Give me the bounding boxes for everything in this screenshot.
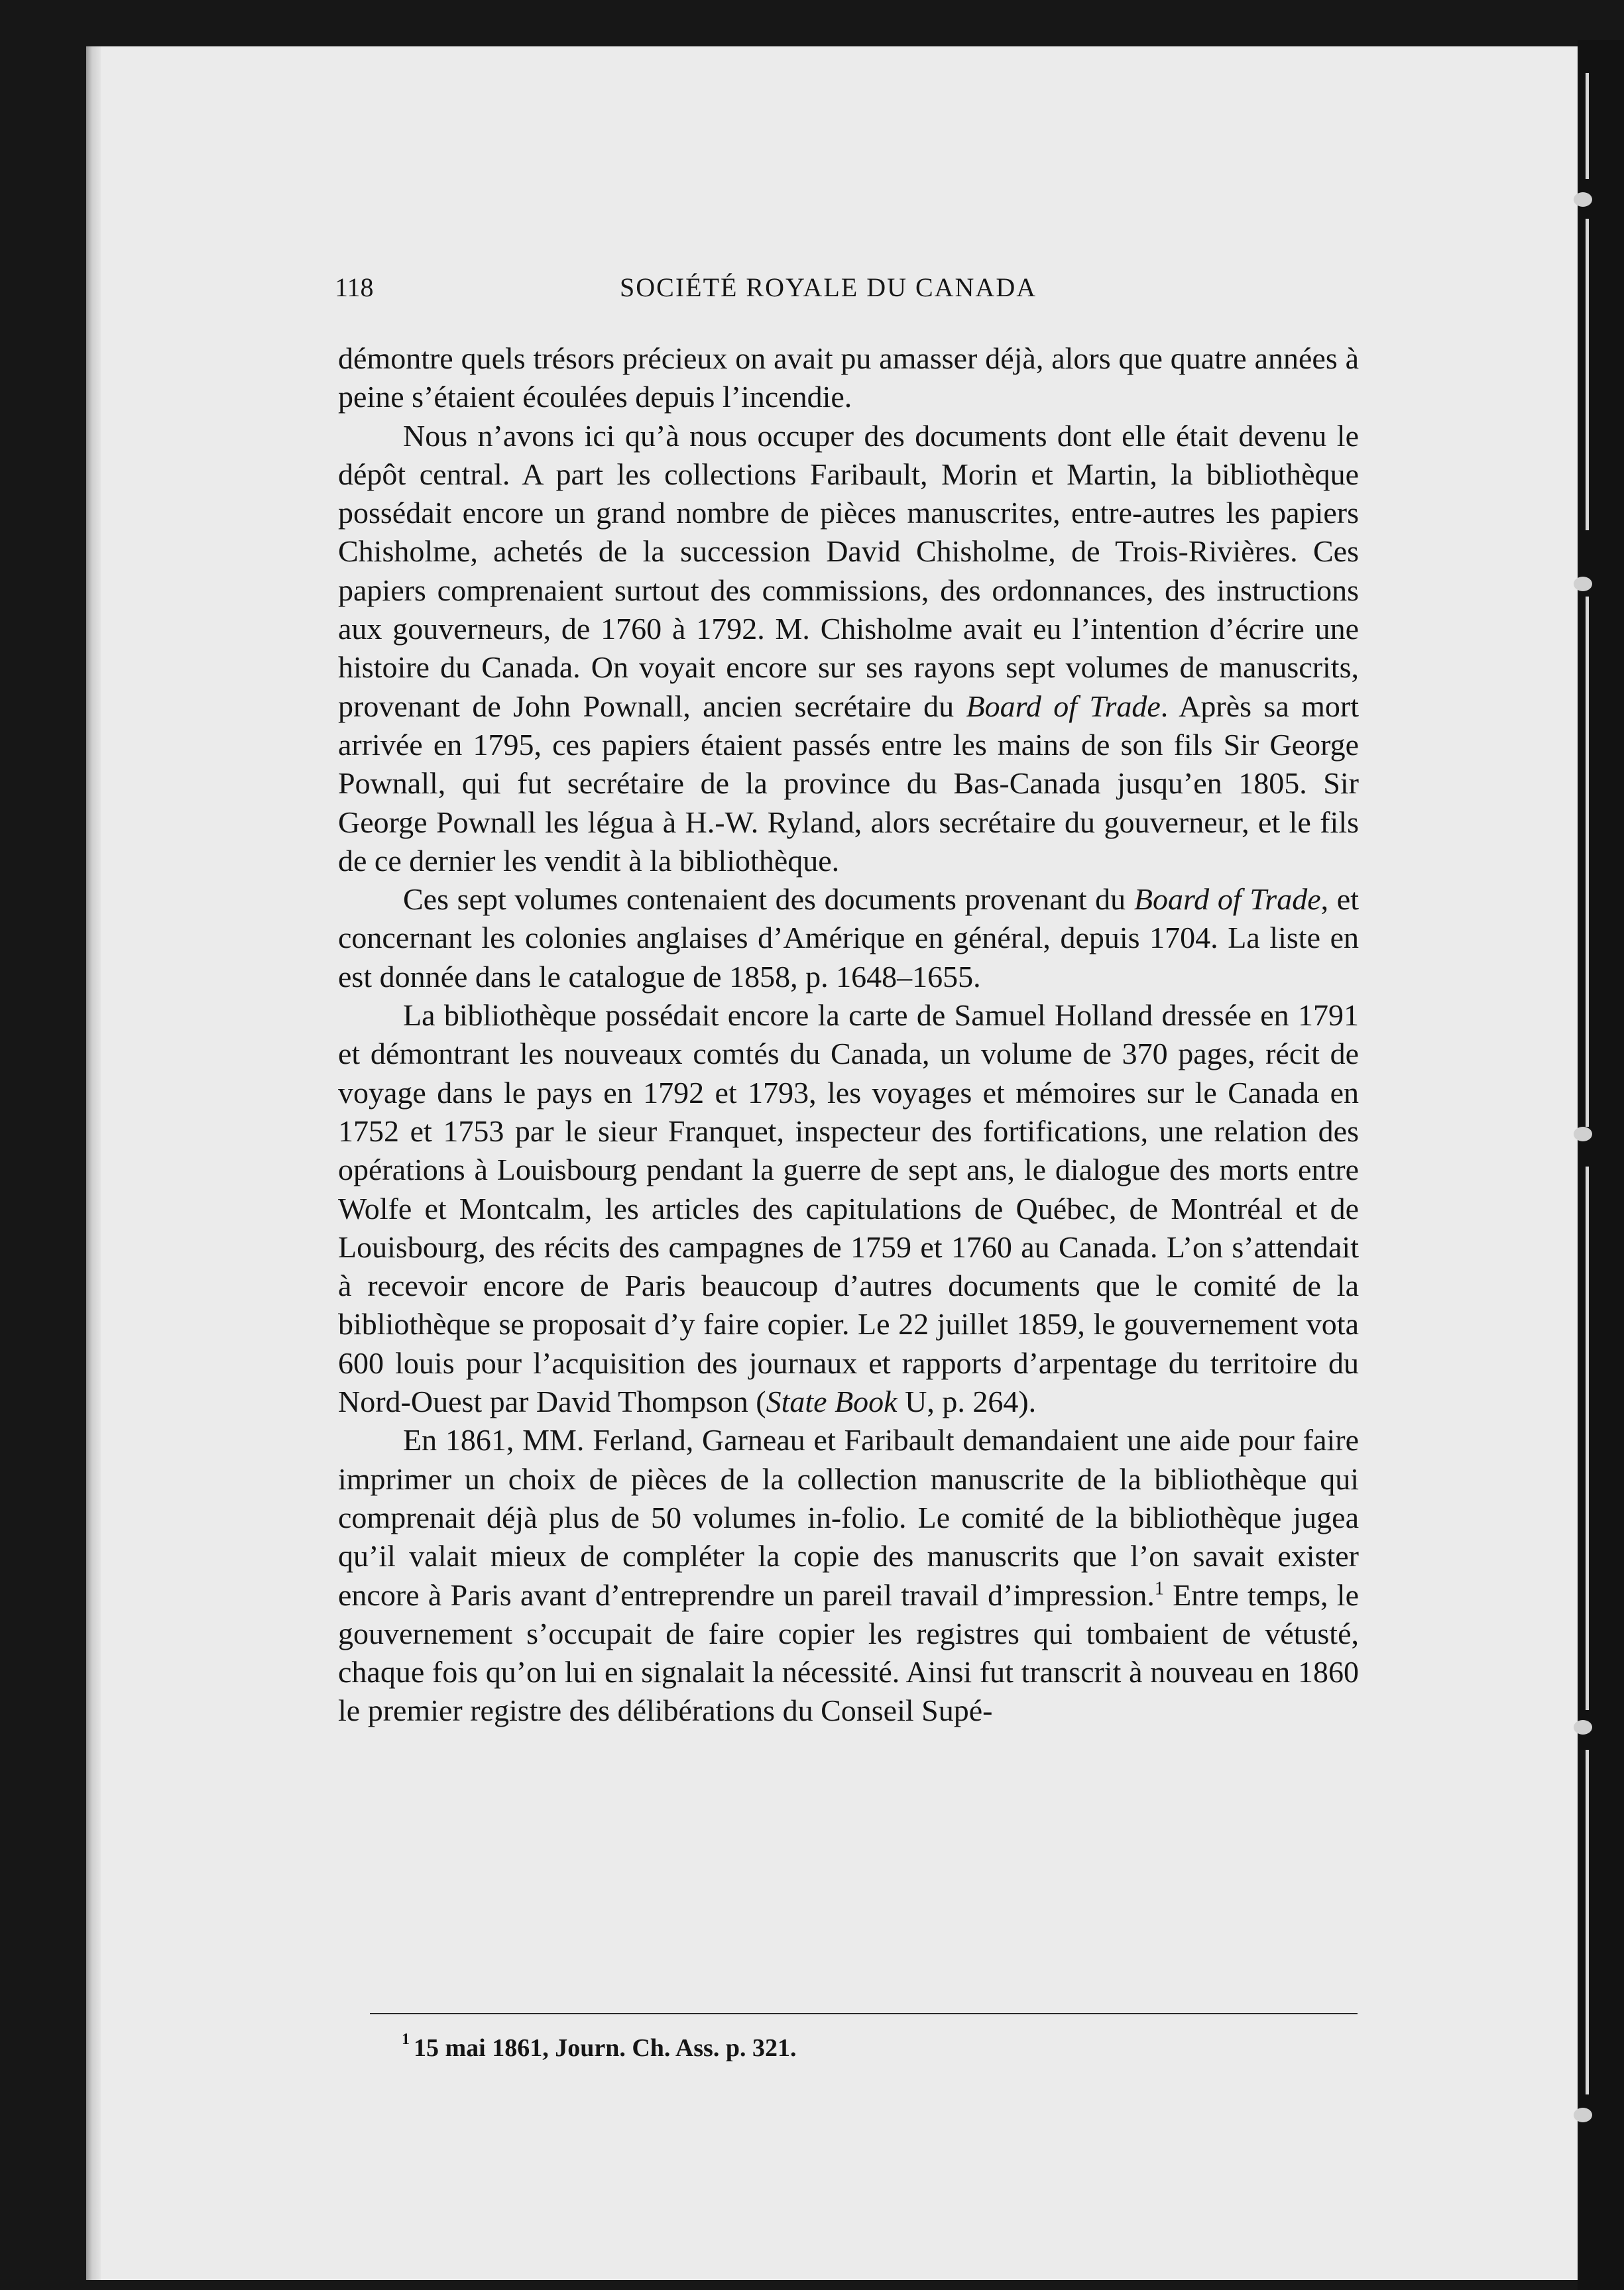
scan-artifact [1574,192,1592,207]
paragraph: La bibliothèque possédait encore la carte de Samuel Holland dressée en 1791 et démontrant les nouveaux comtés du Canada, un volume de 370 pages, récit de voyage dans le pays en 1792 et 1793, les voyages et mémoires sur le Canada en 1752 et 1753 par le sieur Franquet, inspecteur des fortifications, une relation des opérations à Louisbourg pendant la guerre de sept ans, le dialogue des morts entre Wolfe et Montcalm, les articles des capitulations de Québec, de Montréal et de Louisbourg, des récits des campagnes de 1759 et 1760 au Canada. L’on s’attendait à recevoir encore de Paris beaucoup d’autres documents que le comité de la bibliothèque se proposait d’y faire copier. Le 22 juillet 1859, le gouvernement vota 600 louis pour l’acquisition des journaux et rapports d’arpentage du territoire du Nord-Ouest par David Thompson (State Book U, p. 264). [338,998,1359,1419]
scan-artifact [1586,597,1589,1127]
page-number: 118 [335,272,374,302]
footnote-text: 15 mai 1861, Journ. Ch. Ass. p. 321. [414,2034,797,2062]
scan-artifact [1586,1167,1589,1710]
scan-artifact [1586,1750,1589,2094]
scan-border-right [1578,40,1624,2290]
running-header [335,272,1359,305]
scan-artifact [1586,219,1589,530]
footnote-rule [370,2013,1358,2014]
paragraph: En 1861, MM. Ferland, Garneau et Faribault demandaient une aide pour faire imprimer un choix de pièces de la collection manuscrite de la bibliothèque qui comprenait déjà plus de 50 volumes in-folio. Le comité de la bibliothèque jugea qu’il valait mieux de compléter la copie des manuscrits que l’on savait exister encore à Paris avant d’entreprendre un pareil travail d’impression.$^1$ Entre temps, le gouvernement s’occupait de faire copier les registres qui tombaient de vétusté, chaque fois qu’on lui en signalait la nécessité. Ainsi fut transcrit à nouveau en 1860 le premier registre des délibérations du Conseil Supé- [338,1423,1359,1728]
page-edge-left [86,46,101,2280]
paragraph: Ces sept volumes contenaient des documents provenant du Board of Trade, et concernant les colonies anglaises d’Amérique en général, depuis 1704. La liste en est donnée dans le catalogue de 1858, p. 1648–1655. [338,882,1360,994]
footnote-marker: 1 [402,2031,410,2049]
scan-artifact [1574,1127,1592,1141]
scan-artifact [1574,577,1592,591]
paragraph: Nous n’avons ici qu’à nous occuper des documents dont elle était devenu le dépôt central. A part les collections Faribault, Morin et Martin, la bibliothèque possédait encore un grand nombre de pièces manuscrites, entre-autres les papiers Chisholme, achetés de la succession David Chisholme, de Trois-Rivières. Ces papiers comprenaient surtout des commissions, des ordonnances, des instructions aux gouverneurs, de 1760 à 1792. M. Chisholme avait eu l’intention d’écrire une histoire du Canada. On voyait encore sur ses rayons sept volumes de manuscrits, provenant de John Pownall, ancien secrétaire du Board of Trade. Après sa mort arrivée en 1795, ces papiers étaient passés entre les mains de son fils Sir George Pownall, qui fut secrétaire de la province du Bas-Canada jusqu’en 1805. Sir George Pownall les légua à H.-W. Ryland, alors secrétaire du gouverneur, et le fils de ce dernier les vendit à la bibliothèque. [338,418,1360,878]
scan-artifact [1574,1720,1592,1735]
footnote [402,2033,796,2063]
paragraph: démontre quels trésors précieux on avait pu amasser déjà, alors que quatre années à peine s’étaient écoulées depuis l’incendie. [338,341,1359,414]
running-title: SOCIÉTÉ ROYALE DU CANADA [620,272,1037,302]
scan-artifact [1586,73,1589,179]
scan-artifact [1574,2108,1592,2122]
body-text [338,339,1359,1731]
